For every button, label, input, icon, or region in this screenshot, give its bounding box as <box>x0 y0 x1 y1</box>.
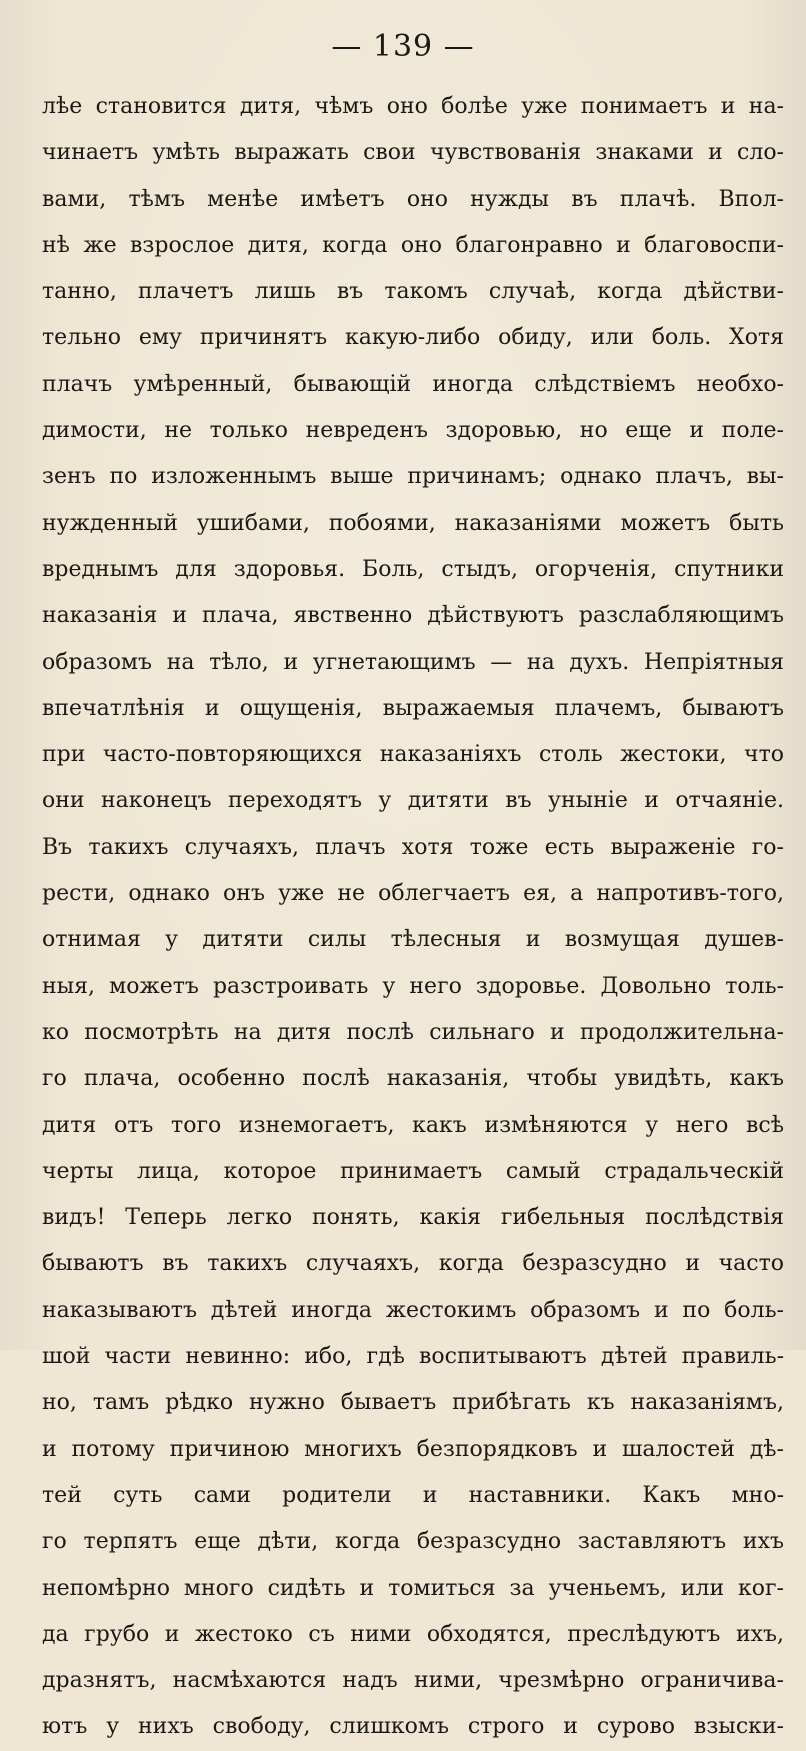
text-line: образомъ на тѣло, и угнетающимъ — на духъ. Непріятныя <box>42 649 784 675</box>
text-line: тельно ему причинятъ какую-либо обиду, или боль. Хотя <box>42 325 784 351</box>
text-line: вреднымъ для здоровья. Боль, стыдъ, огорченія, спутники <box>42 556 784 582</box>
text-line: димости, не только невреденъ здоровью, но еще и поле- <box>42 418 784 444</box>
text-line: чинаетъ умѣть выражать свои чувствованія знаками и сло- <box>42 140 784 166</box>
text-line: тей суть сами родители и наставники. Какъ мно- <box>42 1482 784 1508</box>
text-line: плачъ умѣренный, бывающій иногда слѣдствіемъ необхо- <box>42 371 784 397</box>
text-line: танно, плачетъ лишь въ такомъ случаѣ, когда дѣйстви- <box>42 279 784 305</box>
text-line: нѣ же взрослое дитя, когда оно благонравно и благовоспи- <box>42 232 784 258</box>
text-line: но, тамъ рѣдко нужно бываетъ прибѣгать къ наказаніямъ, <box>42 1390 784 1416</box>
text-line: наказываютъ дѣтей иногда жестокимъ образомъ и по боль- <box>42 1297 784 1323</box>
text-line: шой части невинно: ибо, гдѣ воспитываютъ дѣтей правиль- <box>42 1344 784 1370</box>
text-line: лѣе становится дитя, чѣмъ оно болѣе уже понимаетъ и на- <box>42 94 784 119</box>
text-line: ныя, можетъ разстроивать у него здоровье. Довольно толь- <box>42 973 784 999</box>
text-line: черты лица, которое принимаетъ самый страдальческій <box>42 1158 784 1184</box>
body-text <box>42 84 784 1751</box>
text-line: наказанія и плача, явственно дѣйствуютъ разслабляющимъ <box>42 603 784 629</box>
text-line: впечатлѣнія и ощущенія, выражаемыя плачемъ, бываютъ <box>42 695 784 721</box>
text-line: ко посмотрѣть на дитя послѣ сильнаго и продолжительна- <box>42 1019 784 1045</box>
text-line: ютъ у нихъ свободу, слишкомъ строго и сурово взыски- <box>42 1714 784 1740</box>
text-line: они наконецъ переходятъ у дитяти въ уныніе и отчаяніе. <box>42 788 784 814</box>
text-line: и потому причиною многихъ безпорядковъ и шалостей дѣ- <box>42 1436 784 1462</box>
text-line: вами, тѣмъ менѣе имѣетъ оно нужды въ плачѣ. Впол- <box>42 186 784 212</box>
page-number: — 139 — <box>331 29 475 64</box>
text-line: бываютъ въ такихъ случаяхъ, когда безразсудно и часто <box>42 1251 784 1277</box>
text-line: дитя отъ того изнемогаетъ, какъ измѣняются у него всѣ <box>42 1112 784 1138</box>
text-line: Въ такихъ случаяхъ, плачъ хотя тоже есть выраженіе го- <box>42 834 784 860</box>
text-line: рести, однако онъ уже не облегчаетъ ея, а напротивъ-того, <box>42 881 784 907</box>
text-line: непомѣрно много сидѣть и томиться за ученьемъ, или ког- <box>42 1575 784 1601</box>
text-line: видъ! Теперь легко понять, какія гибельныя послѣдствія <box>42 1205 784 1231</box>
text-line: го плача, особенно послѣ наказанія, чтобы увидѣть, какъ <box>42 1066 784 1092</box>
text-line: да грубо и жестоко съ ними обходятся, преслѣдуютъ ихъ, <box>42 1621 784 1647</box>
text-line: го терпятъ еще дѣти, когда безразсудно заставляютъ ихъ <box>42 1529 784 1555</box>
text-line: при часто-повторяющихся наказаніяхъ столь жестоки, что <box>42 742 784 768</box>
text-line: дразнятъ, насмѣхаются надъ ними, чрезмѣрно ограничива- <box>42 1668 784 1694</box>
text-line: зенъ по изложеннымъ выше причинамъ; однако плачъ, вы- <box>42 464 784 490</box>
text-line: отнимая у дитяти силы тѣлесныя и возмущая душев- <box>42 927 784 953</box>
text-line: нужденный ушибами, побоями, наказаніями можетъ быть <box>42 510 784 536</box>
